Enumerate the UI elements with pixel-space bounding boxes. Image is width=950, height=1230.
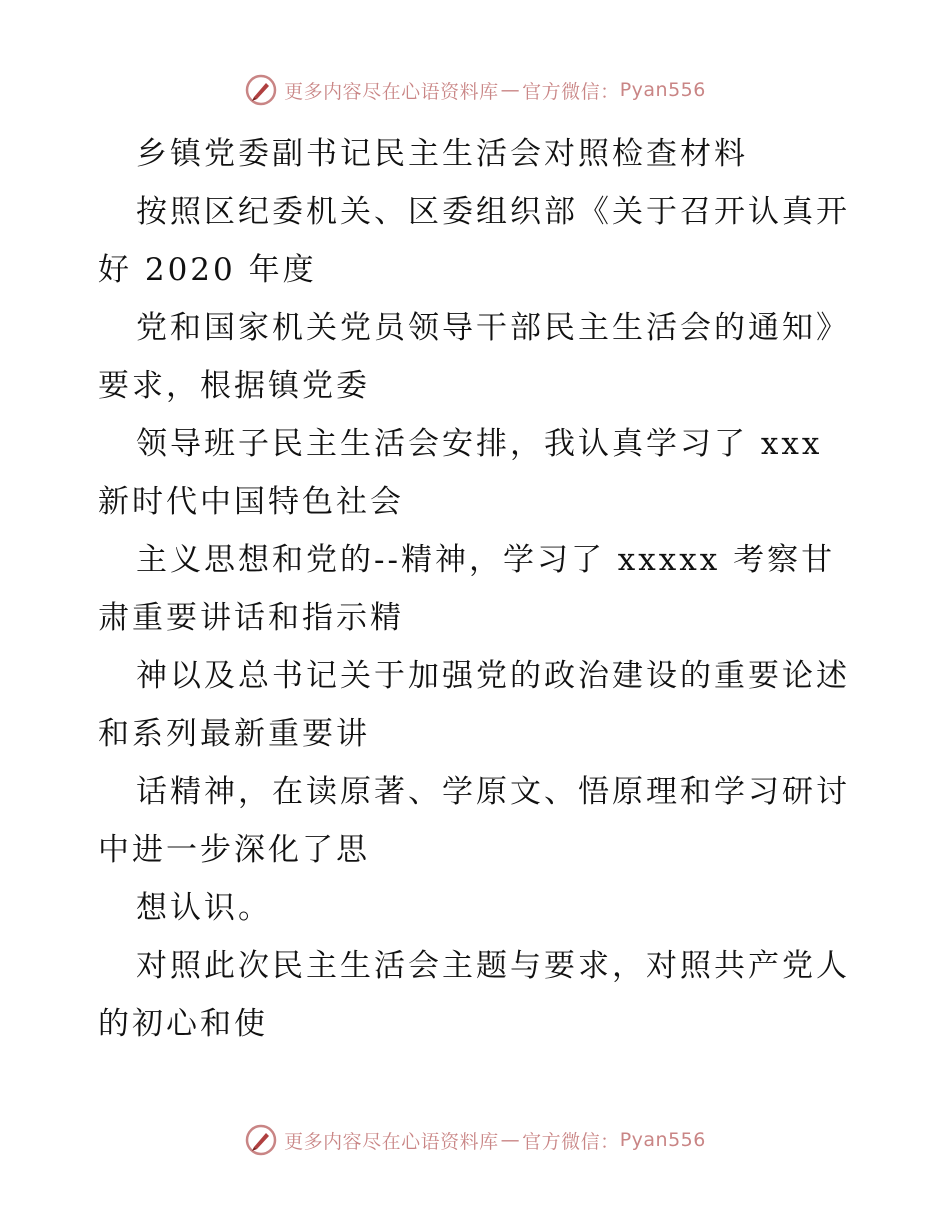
document-title: 乡镇党委副书记民主生活会对照检查材料: [136, 136, 748, 172]
document-body: [98, 125, 858, 1053]
paragraph-line: 中进一步深化了思: [98, 832, 370, 868]
header-watermark: [0, 70, 950, 110]
watermark-text: 更多内容尽在心语资料库: [284, 1130, 499, 1153]
paragraph-line: 要求，根据镇党委: [98, 368, 370, 404]
footer-watermark: [0, 1120, 950, 1160]
watermark-separator: —: [500, 79, 521, 101]
paragraph-line: 肃重要讲话和指示精: [98, 600, 404, 636]
watermark-wechat-id: Pyan556: [619, 1129, 706, 1151]
watermark-wechat-id: Pyan556: [619, 79, 706, 101]
paragraph-line: 新时代中国特色社会: [98, 484, 404, 520]
paragraph-line: 的初心和使: [98, 1006, 268, 1042]
paragraph-line: 按照区纪委机关、区委组织部《关于召开认真开: [136, 194, 850, 230]
pen-circle-logo-icon: [244, 73, 278, 107]
paragraph-line: 和系列最新重要讲: [98, 716, 370, 752]
paragraph-line: 话精神，在读原著、学原文、悟原理和学习研讨: [136, 774, 850, 810]
pen-circle-logo-icon: [244, 1123, 278, 1157]
paragraph-line: 神以及总书记关于加强党的政治建设的重要论述: [136, 658, 850, 694]
paragraph-line: 领导班子民主生活会安排，我认真学习了 xxx: [136, 426, 823, 462]
paragraph-line: 对照此次民主生活会主题与要求，对照共产党人: [136, 948, 850, 984]
paragraph-line: 党和国家机关党员领导干部民主生活会的通知》: [136, 310, 850, 346]
paragraph-line: 想认识。: [136, 890, 272, 926]
watermark-wechat-label: 官方微信：: [522, 80, 620, 103]
paragraph-line: 好 2020 年度: [98, 252, 317, 288]
watermark-text: 更多内容尽在心语资料库: [284, 80, 499, 103]
paragraph-line: 主义思想和党的--精神，学习了 xxxxx 考察甘: [136, 542, 836, 578]
watermark-separator: —: [500, 1129, 521, 1151]
watermark-wechat-label: 官方微信：: [522, 1130, 620, 1153]
